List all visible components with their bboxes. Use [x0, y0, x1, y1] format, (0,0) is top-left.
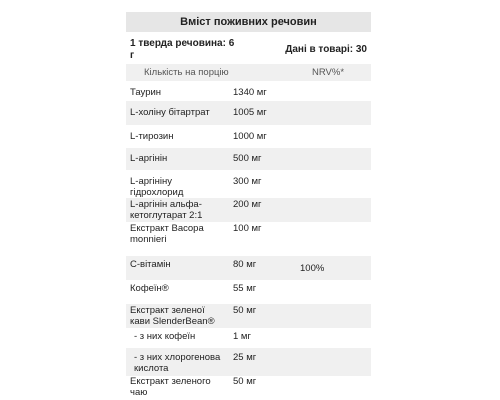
nutrient-amount: 1000 мг [233, 131, 267, 142]
table-row [126, 328, 371, 348]
nutrient-amount: 25 мг [233, 352, 257, 363]
serving-info [126, 36, 371, 64]
nutrient-amount: 50 мг [233, 376, 257, 387]
nutrition-table [126, 0, 371, 400]
servings-per-container: Дані в товарі: 30 [285, 44, 367, 55]
nutrient-amount: 300 мг [233, 176, 262, 187]
col-nrv: NRV%* [312, 67, 345, 78]
nutrient-name: L-аргінін [130, 153, 168, 164]
nutrient-amount: 1005 мг [233, 107, 267, 118]
nutrient-amount: 200 мг [233, 199, 262, 210]
table-title: Вміст поживних речовин [126, 12, 371, 32]
serving-size: 1 тверда речовина: 6 г [130, 38, 235, 61]
nutrient-amount: 100 мг [233, 223, 262, 234]
table-row [126, 170, 371, 198]
table-row [126, 84, 371, 101]
nutrient-name: - з них кофеїн [134, 331, 196, 342]
table-row [126, 148, 371, 170]
column-header [126, 64, 371, 81]
nutrient-name: Кофеїн® [130, 283, 169, 294]
col-amount-per-serving: Кількість на порцію [144, 67, 229, 78]
table-row [126, 256, 371, 280]
table-row [126, 304, 371, 328]
nutrient-name: L-холіну бітартрат [130, 107, 210, 118]
nutrient-amount: 80 мг [233, 259, 257, 270]
nutrient-name: С-вітамін [130, 259, 171, 270]
nutrient-amount: 1340 мг [233, 87, 267, 98]
table-row [126, 198, 371, 222]
nutrient-amount: 1 мг [233, 331, 251, 342]
nutrient-name: Таурин [130, 87, 162, 98]
nutrient-amount: 500 мг [233, 153, 262, 164]
nutrient-name: - з них хлорогенова кислота [134, 352, 221, 374]
table-row [126, 376, 371, 400]
table-row [126, 280, 371, 304]
nutrient-name: L-аргінін альфа-кетоглутарат 2:1 [130, 199, 203, 221]
nutrient-name: Екстракт зеленої кави SlenderBean® [130, 305, 215, 327]
nutrient-amount: 55 мг [233, 283, 257, 294]
nutrient-name: Екстракт Bacopa monnieri [130, 223, 204, 245]
nutrient-nrv: 100% [300, 263, 325, 274]
table-row [126, 125, 371, 148]
nutrient-name: Екстракт зеленого чаю [130, 376, 211, 398]
nutrient-name: L-аргініну гідрохлорид [130, 176, 184, 198]
nutrient-amount: 50 мг [233, 305, 257, 316]
table-row [126, 348, 371, 376]
nutrient-name: L-тирозин [130, 131, 174, 142]
table-row [126, 222, 371, 256]
table-row [126, 101, 371, 125]
